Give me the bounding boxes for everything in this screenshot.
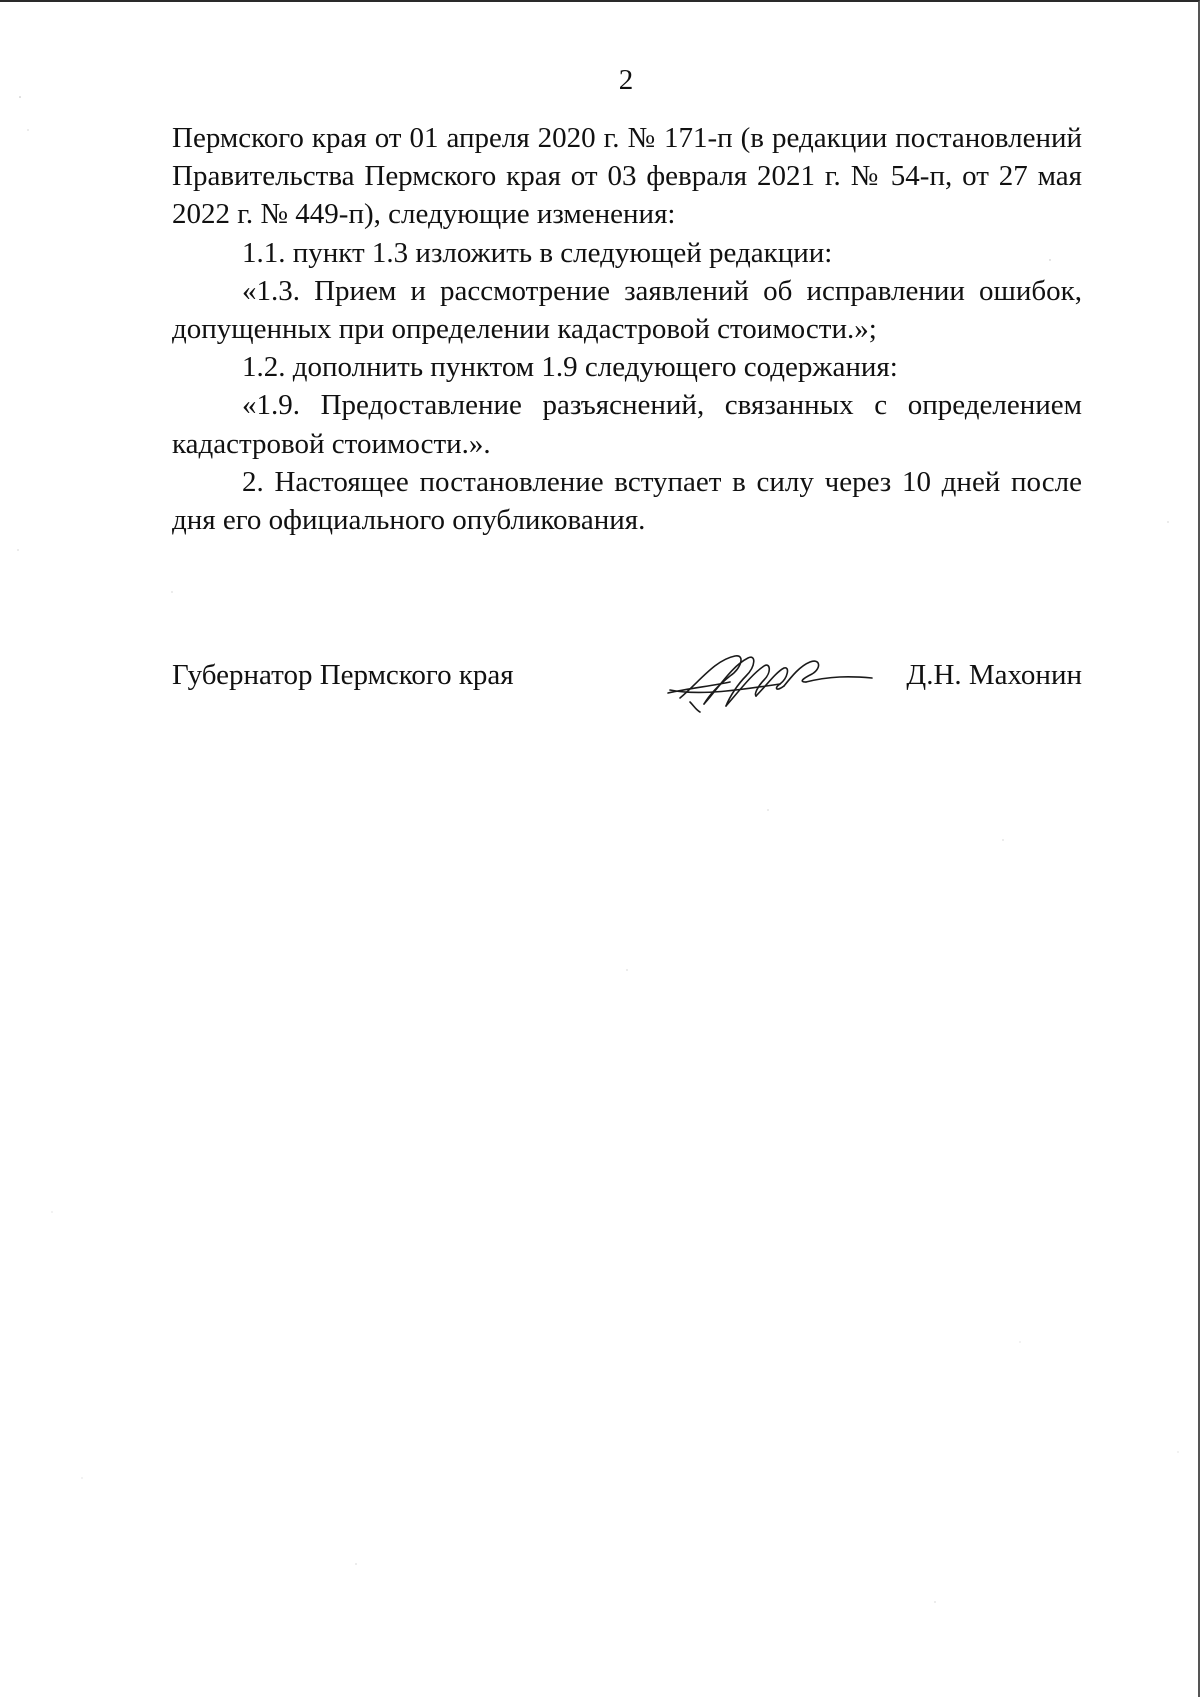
paragraph-intro: Пермского края от 01 апреля 2020 г. № 171-п (в редакции постановлений Правительства Пермского края от 03 февраля 2021 г. № 54-п, от 27 мая 2022 г. № 449-п), следующие изменения: [172,122,1082,231]
signatory-title: Губернатор Пермского края [172,659,514,691]
signatory-name: Д.Н. Махонин [906,659,1082,691]
document-body [172,119,1082,539]
signature-block [172,652,1082,712]
page-number: 2 [618,64,634,96]
paragraph-2: 2. Настоящее постановление вступает в силу через 10 дней после дня его официального опубликования. [172,465,1082,537]
paragraph-1-1: 1.1. пункт 1.3 изложить в следующей редакции: [242,236,833,269]
handwritten-signature [660,646,880,716]
paragraph-1-2: 1.2. дополнить пунктом 1.9 следующего содержания: [242,351,898,384]
paragraph-1-3-text: «1.3. Прием и рассмотрение заявлений об исправлении ошибок, допущенных при определении кадастровой стоимости.»; [172,274,1082,346]
paragraph-1-9-text: «1.9. Предоставление разъяснений, связанных с определением кадастровой стоимости.». [172,389,1082,460]
